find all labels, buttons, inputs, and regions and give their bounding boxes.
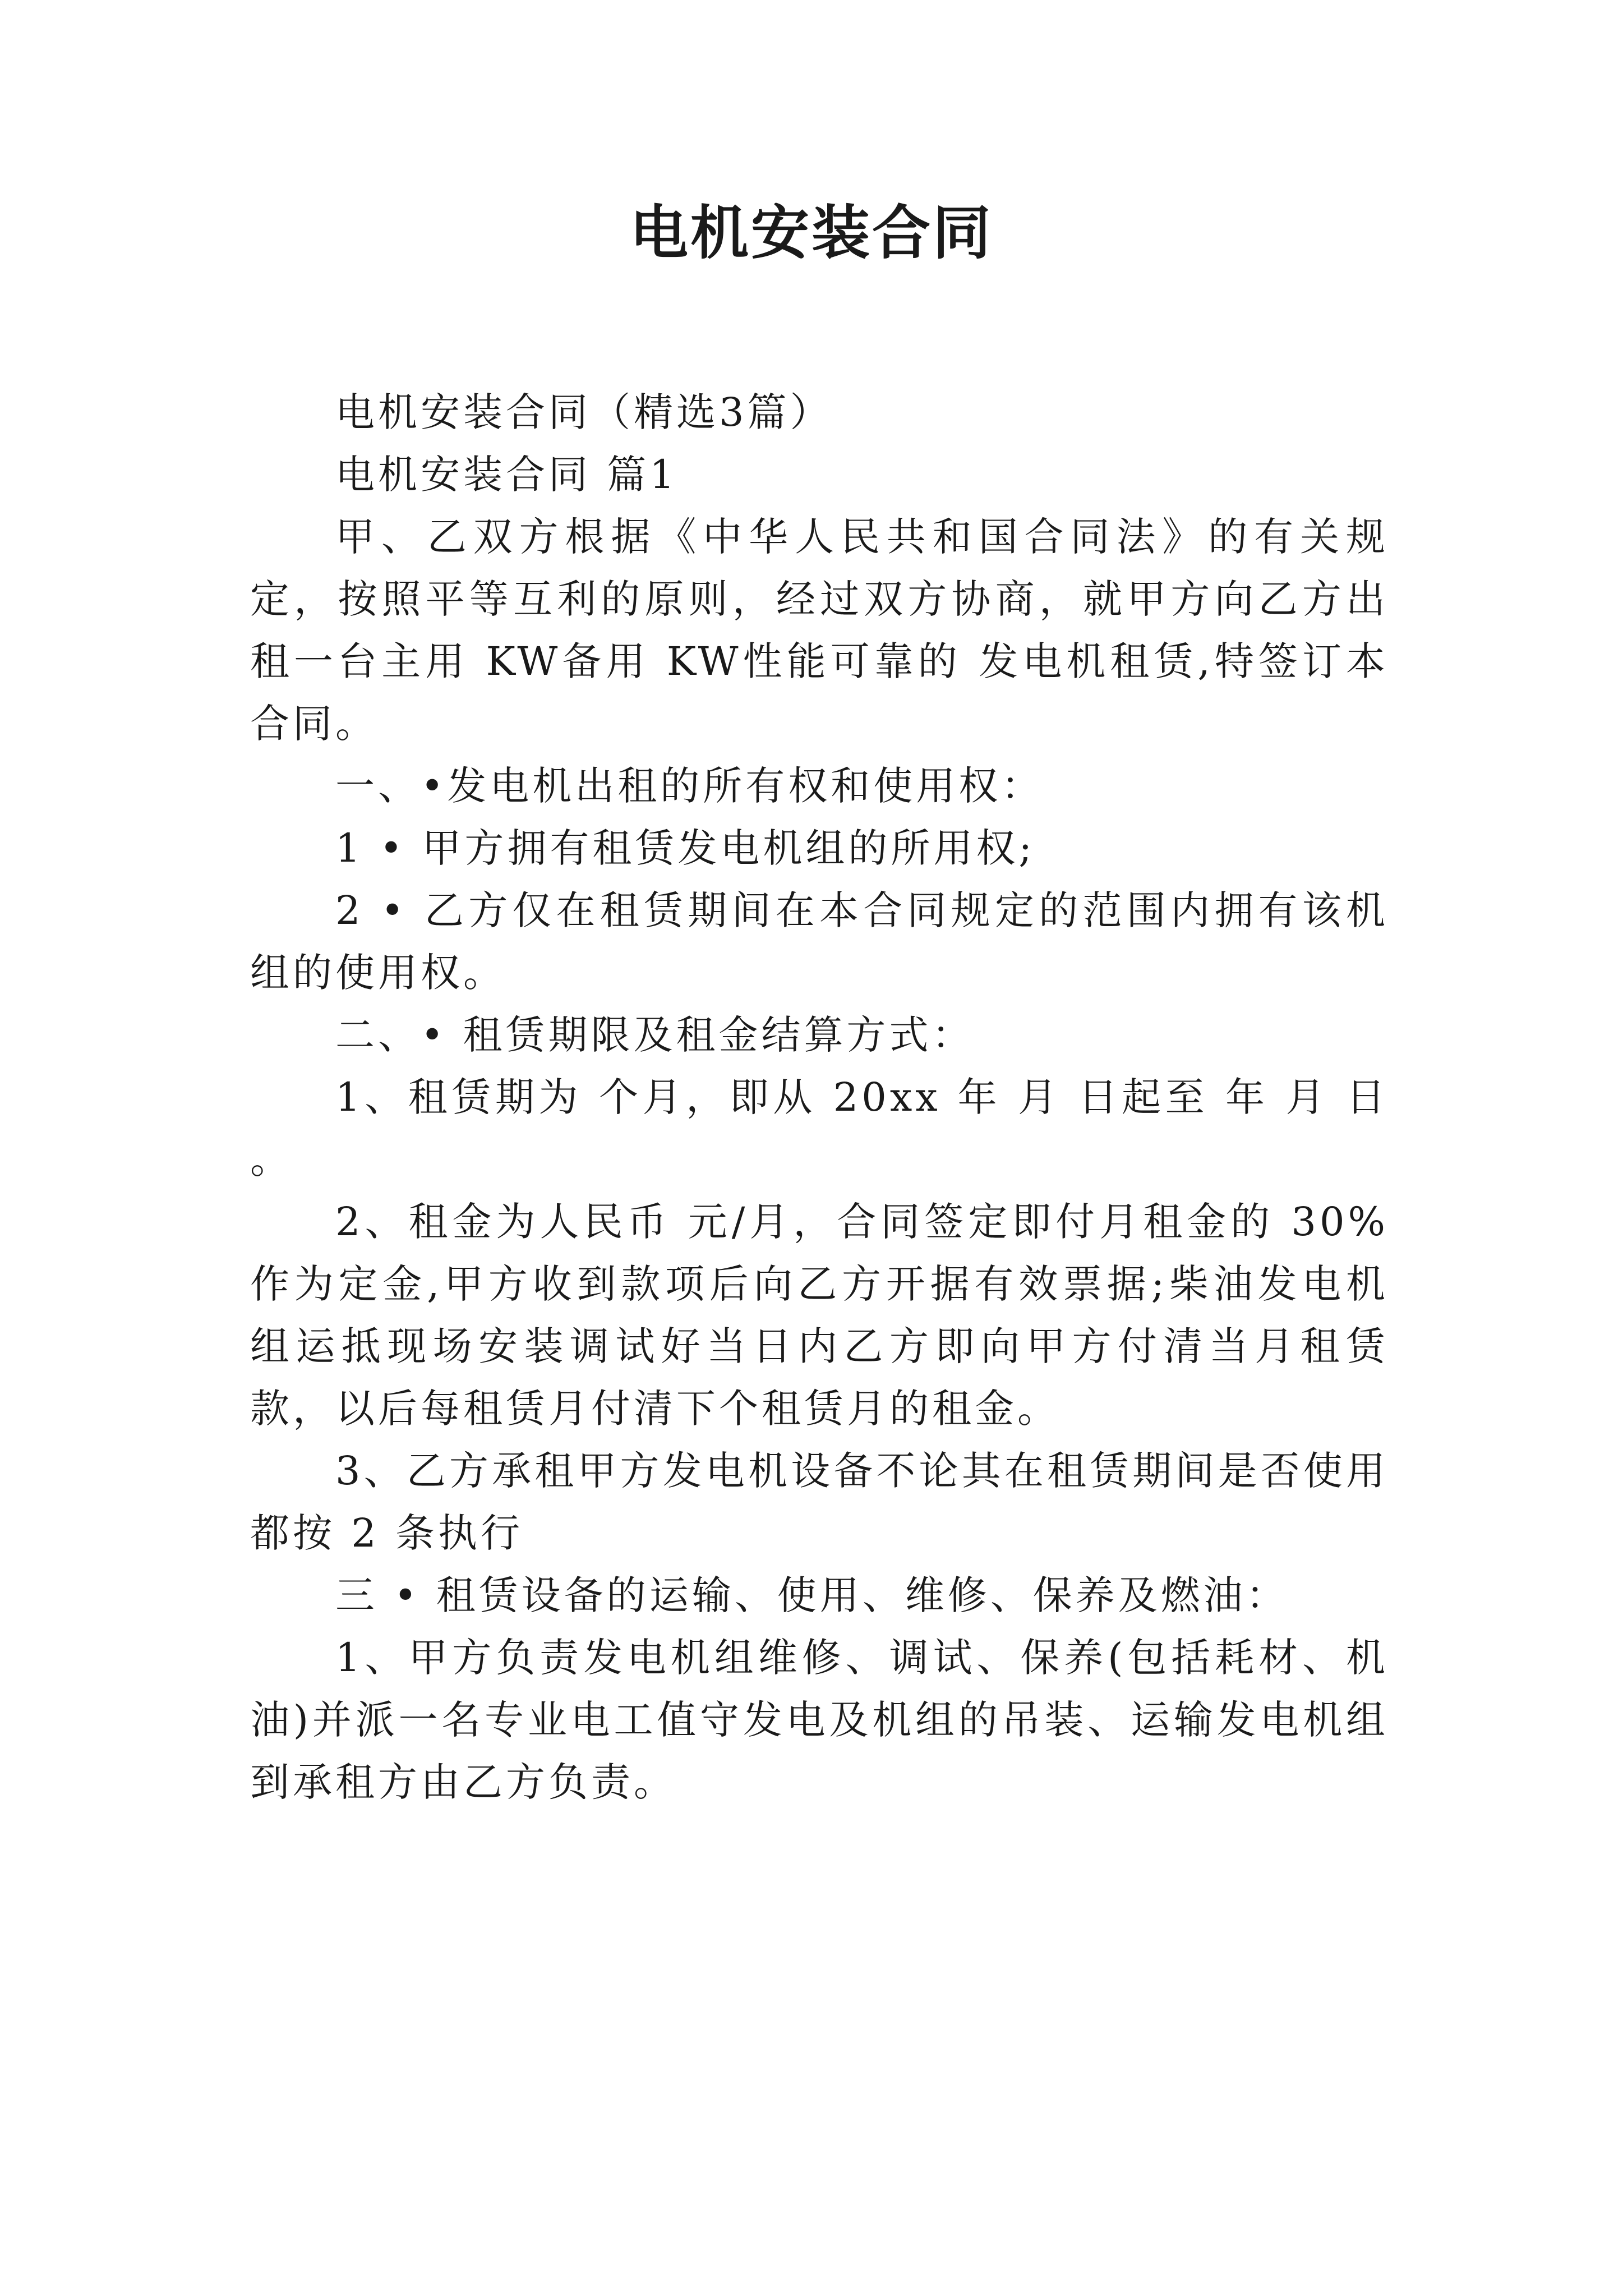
paragraph-clause-2-heading: 二、• 租赁期限及租金结算方式：	[335, 1012, 975, 1058]
paragraph-clause-1-heading: 一、•发电机出租的所有权和使用权：	[335, 763, 1044, 809]
paragraph-preamble: 甲、乙双方根据《中华人民共和国合同法》的有关规定，按照平等互利的原则，经过双方协商，就甲方向乙方出租一台主用 KW备用 KW性能可靠的 发电机租赁,特签订本合同。	[250, 514, 1389, 747]
paragraph-clause-3-1: 1、甲方负责发电机组维修、调试、保养(包括耗材、机油)并派一名专业电工值守发电及机组的吊装、运输发电机组到承租方由乙方负责。	[250, 1635, 1389, 1805]
paragraph-clause-2-2: 2、租金为人民币 元/月，合同签定即付月租金的 30%作为定金,甲方收到款项后向乙方开据有效票据;柴油发电机组运抵现场安装调试好当日内乙方即向甲方付清当月租赁款，以后每租赁月付清下个租赁月的租金。	[250, 1199, 1389, 1432]
paragraph-clause-1-1: 1 • 甲方拥有租赁发电机组的所用权;	[335, 825, 1035, 871]
paragraph-clause-2-1: 1、租赁期为 个月，即从 20xx 年 月 日起至 年 月 日 。	[250, 1074, 1389, 1182]
paragraph-clause-3-heading: 三 • 租赁设备的运输、使用、维修、保养及燃油：	[335, 1572, 1289, 1618]
document-title: 电机安装合同	[629, 198, 993, 267]
paragraph-clause-2-3: 3、乙方承租甲方发电机设备不论其在租赁期间是否使用都按 2 条执行	[250, 1448, 1389, 1556]
document-body	[250, 381, 1389, 1814]
paragraph-subtitle: 电机安装合同（精选3篇）	[335, 389, 833, 435]
paragraph-clause-1-2: 2 • 乙方仅在租赁期间在本合同规定的范围内拥有该机组的使用权。	[250, 887, 1389, 996]
paragraph-section-heading: 电机安装合同 篇1	[335, 452, 678, 498]
